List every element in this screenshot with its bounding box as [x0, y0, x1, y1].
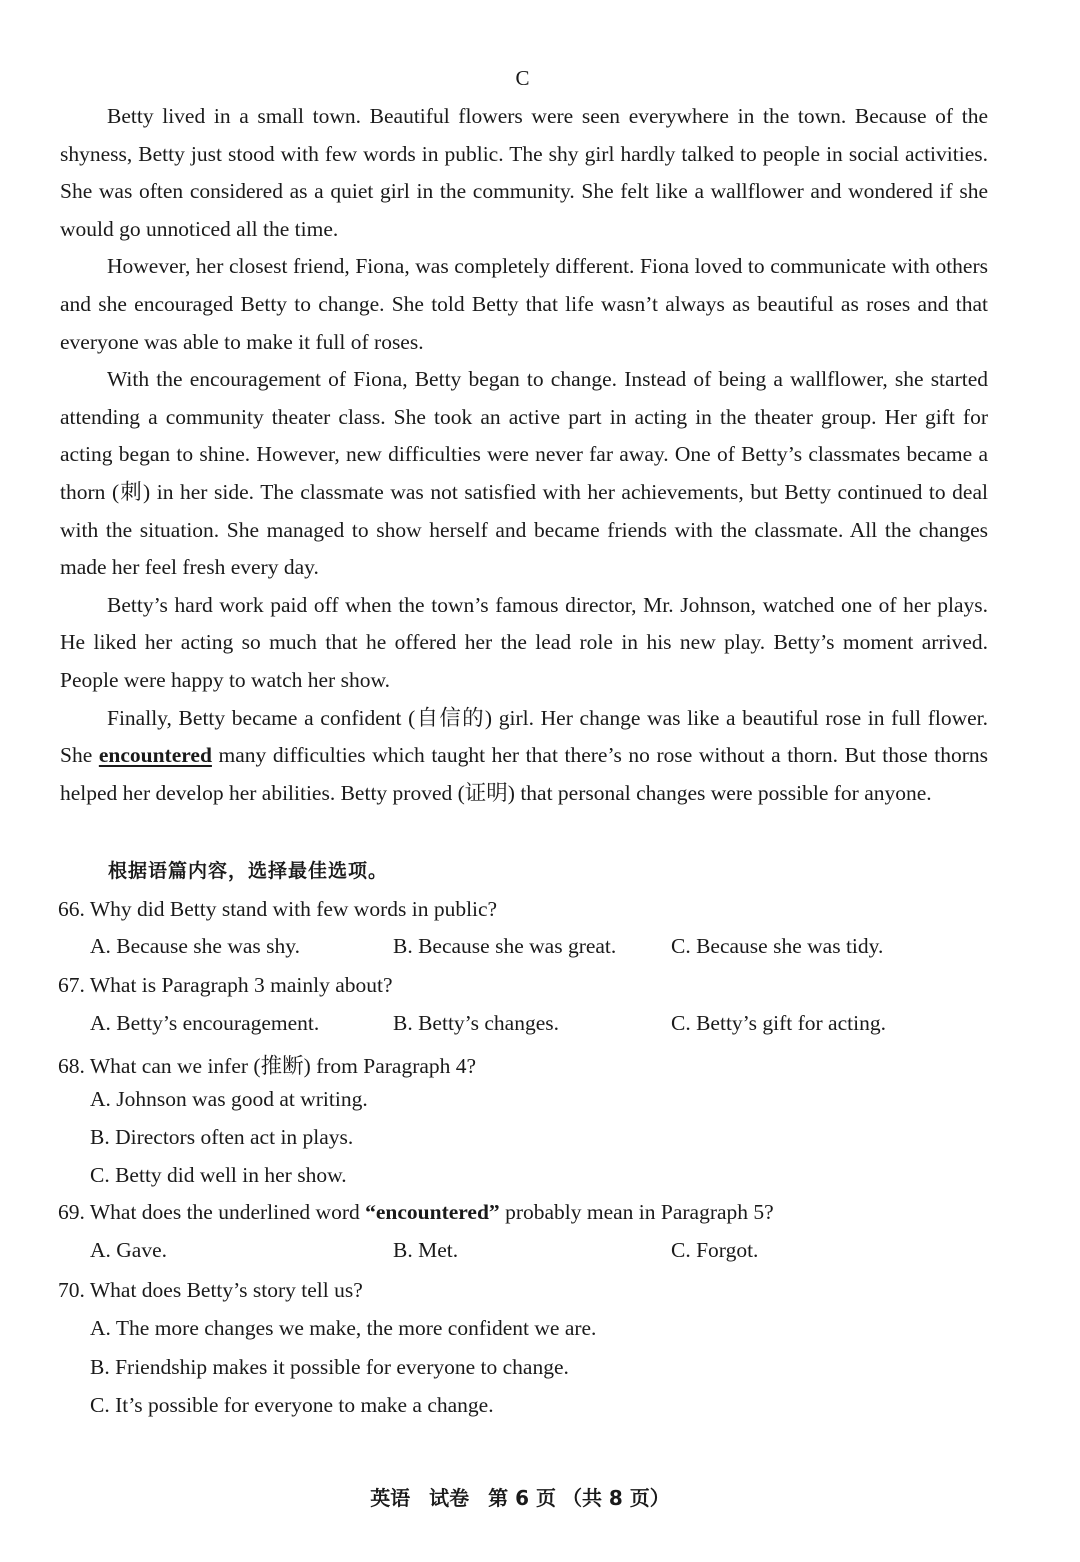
option-c[interactable]: C. Betty’s gift for acting.	[671, 1011, 886, 1035]
option-a[interactable]: A. Johnson was good at writing.	[90, 1087, 368, 1111]
paragraph-5-text-a: Finally, Betty became a confident (自信的) girl. Her change was like a beautiful rose in full flower. She	[60, 705, 988, 768]
option-b[interactable]: B. Because she was great.	[393, 934, 617, 958]
option-c[interactable]: C. Betty did well in her show.	[90, 1163, 347, 1187]
question-keyword: “encountered”	[365, 1200, 500, 1224]
question-instruction: 根据语篇内容，选择最佳选项。	[108, 860, 389, 882]
option-c[interactable]: C. Because she was tidy.	[671, 934, 884, 958]
question-stem: 70. What does Betty’s story tell us?	[58, 1278, 363, 1302]
section-label: C	[515, 66, 530, 90]
question-stem: 66. Why did Betty stand with few words in public?	[58, 897, 498, 921]
option-b[interactable]: B. Betty’s changes.	[393, 1011, 560, 1035]
option-a[interactable]: A. Betty’s encouragement.	[90, 1011, 320, 1035]
reading-passage	[60, 98, 988, 812]
option-c[interactable]: C. It’s possible for everyone to make a change.	[90, 1393, 494, 1417]
footer-total-pages: （共 8 页）	[561, 1486, 670, 1510]
option-b[interactable]: B. Met.	[393, 1238, 459, 1262]
paragraph-3: With the encouragement of Fiona, Betty began to change. Instead of being a wallflower, she started attending a community theater class. She took an active part in acting in the theater group. Her gift for acting began to shine. However, new difficulties were never far away. One of Betty’s classmates became a thorn (刺) in her side. The classmate was not satisfied with her achievements, but Betty continued to deal with the situation. She managed to show herself and became friends with the classmate. All the changes made her feel fresh every day.	[60, 367, 988, 580]
paragraph-4: Betty’s hard work paid off when the town’s famous director, Mr. Johnson, watched one of her plays. He liked her acting so much that he offered her the lead role in his new play. Betty’s moment arrived. People were happy to watch her show.	[60, 592, 988, 692]
question-stem: 68. What can we infer (推断) from Paragraph 4?	[58, 1054, 477, 1078]
option-a[interactable]: A. Because she was shy.	[90, 934, 300, 958]
paragraph-5-text-b: many difficulties which taught her that there’s no rose without a thorn. But those thorns helped her develop her abilities. Betty proved (证明) that personal changes were possible for anyone.	[60, 743, 988, 805]
paragraph-2: However, her closest friend, Fiona, was completely different. Fiona loved to communicate with others and she encouraged Betty to change. She told Betty that life wasn’t always as beautiful as roses and that everyone was able to make it full of roses.	[60, 254, 988, 354]
question-stem-b: probably mean in Paragraph 5?	[499, 1200, 774, 1224]
question-stem: 67. What is Paragraph 3 mainly about?	[58, 973, 393, 997]
option-a[interactable]: A. Gave.	[90, 1238, 168, 1262]
footer-subject: 英语	[370, 1486, 411, 1510]
option-a[interactable]: A. The more changes we make, the more confident we are.	[90, 1316, 597, 1340]
page-footer	[0, 1482, 1040, 1511]
paragraph-5	[60, 700, 988, 813]
option-b[interactable]: B. Directors often act in plays.	[90, 1125, 354, 1149]
underlined-keyword: encountered	[98, 743, 212, 768]
footer-paper: 试卷	[429, 1486, 470, 1510]
paragraph-1: Betty lived in a small town. Beautiful flowers were seen everywhere in the town. Because of the shyness, Betty just stood with few words in public. The shy girl hardly talked to people in social activities. She was often considered as a quiet girl in the community. She felt like a wallflower and wondered if she would go unnoticed all the time.	[60, 104, 988, 241]
option-c[interactable]: C. Forgot.	[671, 1238, 759, 1262]
question-stem-a: 69. What does the underlined word	[58, 1200, 366, 1224]
footer-page-number: 第 6 页	[488, 1486, 556, 1510]
option-b[interactable]: B. Friendship makes it possible for everyone to change.	[90, 1355, 569, 1379]
question-stem	[58, 1200, 774, 1225]
